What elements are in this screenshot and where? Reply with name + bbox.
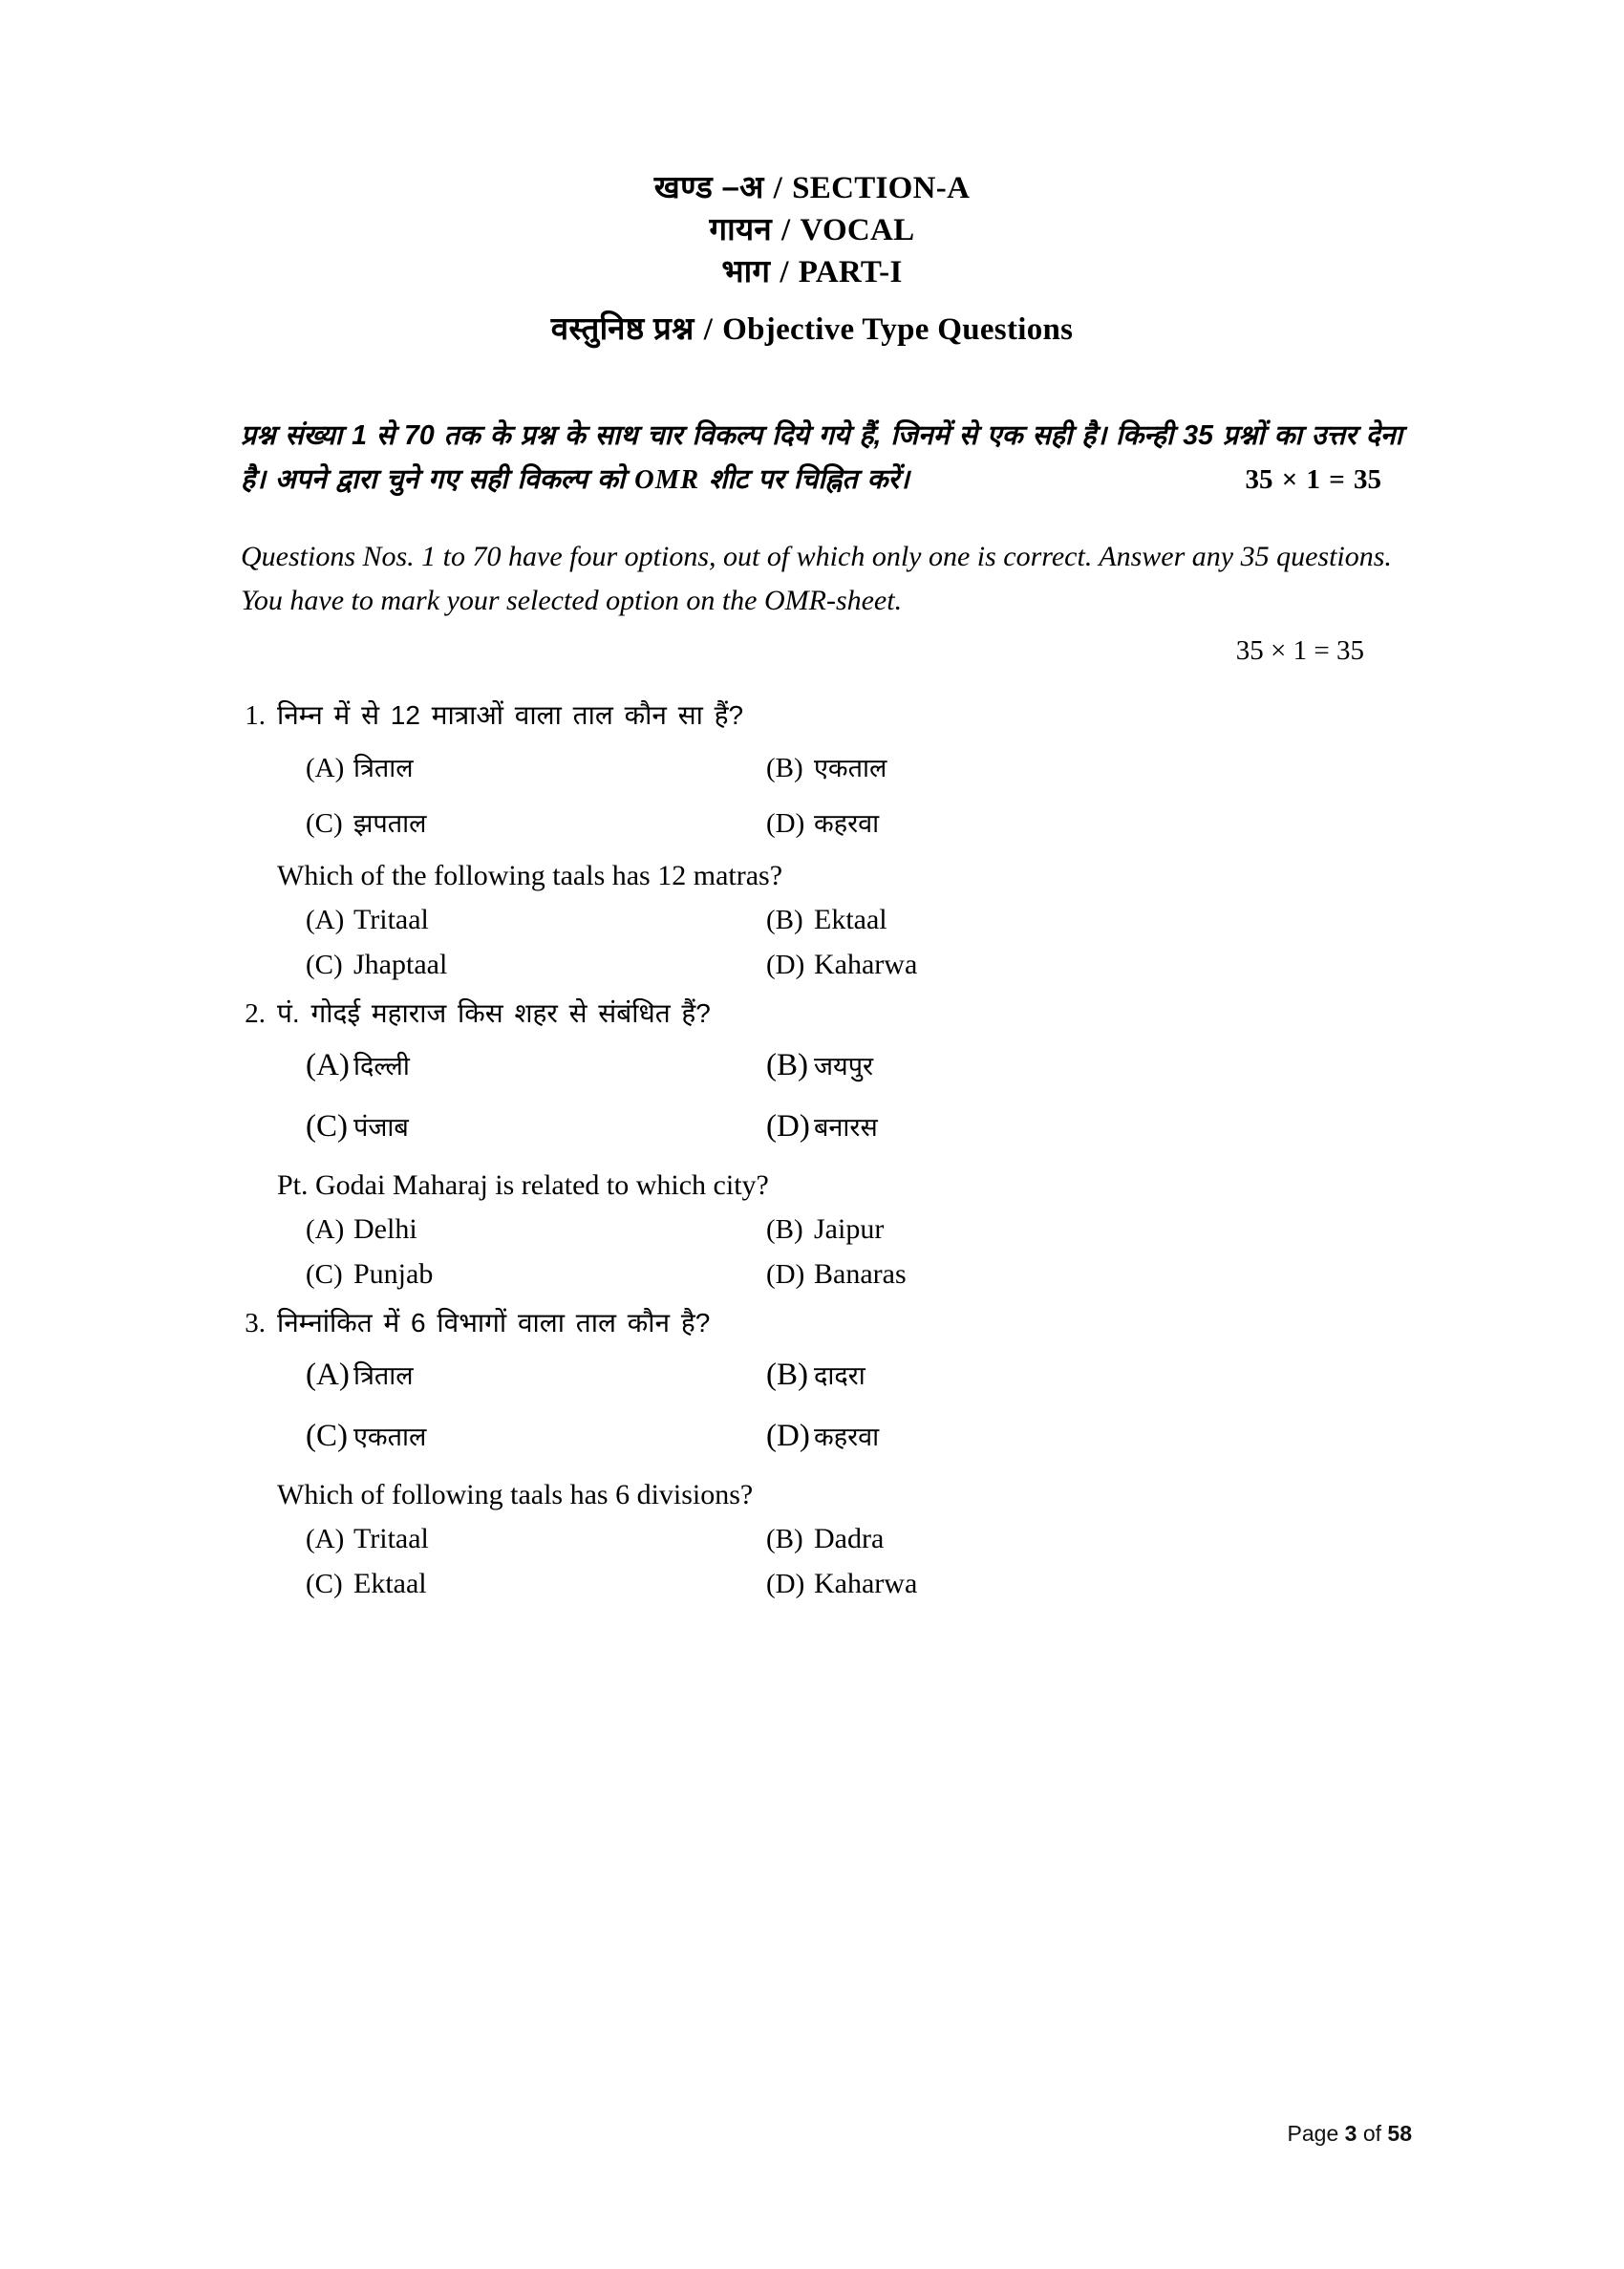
option-marker: (B): [766, 1358, 808, 1393]
option-label: Tritaal: [353, 903, 429, 935]
option-marker: (C): [306, 1108, 348, 1144]
instructions-hindi-text: प्रश्न संख्या 1 से 70 तक के प्रश्न के साथ चार विकल्प दिये गये हैं, जिनमें से एक सही है। किन्ही 35 प्रश्नों का उत्तर देना है। अपने द्वारा चुने गए सही विकल्प को: [241, 419, 1402, 495]
question-stem-english: Which of following taals has 6 divisions?: [277, 1479, 754, 1511]
instructions-english: Questions Nos. 1 to 70 have four options, out of which only one is correct. Answer any 35 questions. You have to mark your selected option on the OMR-sheet.: [241, 540, 1392, 617]
question-stem-hindi: पं. गोदई महाराज किस शहर से संबंधित हैं?: [277, 997, 711, 1028]
option-row: [277, 749, 1433, 784]
header-subject-english: VOCAL: [800, 212, 915, 247]
marks-hindi: 35 × 1 = 35: [1245, 463, 1381, 495]
question-number: 2.: [245, 997, 266, 1029]
header-questiontype-line: [0, 309, 1624, 351]
question-stem-hindi: निम्नांकित में 6 विभागों वाला ताल कौन है?: [277, 1307, 711, 1338]
instructions-block: [0, 414, 1624, 667]
footer-total-pages: 58: [1387, 2121, 1412, 2146]
option-marker: (D): [766, 807, 805, 839]
exam-paper-page: [0, 167, 1624, 2269]
option-row: [277, 949, 1433, 981]
option-marker: (B): [766, 1047, 808, 1082]
option-marker: (C): [306, 949, 343, 980]
option-label: Dadra: [814, 1523, 885, 1555]
option-marker: (A): [306, 1524, 345, 1555]
option-marker: (B): [766, 1213, 803, 1245]
option-marker: (A): [306, 904, 345, 935]
option-marker: (B): [766, 752, 803, 783]
option-marker: (D): [766, 949, 805, 980]
page-footer: [1288, 2121, 1412, 2147]
header-separator-icon: /: [773, 171, 783, 205]
option-row: [277, 1047, 1433, 1083]
question-number: 3.: [245, 1307, 266, 1338]
header-part-hindi: भाग: [721, 252, 771, 289]
option-marker: (A): [306, 1213, 345, 1245]
option-label: Ektaal: [814, 903, 887, 935]
option-c-english[interactable]: [277, 1258, 737, 1291]
option-marker: (D): [766, 1419, 810, 1454]
option-c-english[interactable]: [277, 949, 737, 981]
option-label: Kaharwa: [814, 948, 918, 980]
option-marker: (A): [306, 1047, 350, 1082]
option-row: [277, 1418, 1433, 1454]
option-row: [277, 1523, 1433, 1555]
option-marker: (B): [766, 904, 803, 935]
question-stem-hindi-wrap: [245, 994, 1433, 1034]
option-b-english[interactable]: [737, 1213, 1433, 1246]
header-separator-icon: /: [780, 254, 789, 289]
option-b[interactable]: [737, 1047, 1433, 1083]
header-part-english: PART-I: [798, 254, 903, 289]
option-d-english[interactable]: [737, 1258, 1433, 1291]
header-questiontype-hindi: वस्तुनिष्ठ प्रश्न: [550, 310, 694, 346]
option-label: Jaipur: [814, 1212, 885, 1245]
option-row: [277, 1357, 1433, 1393]
option-marker: (D): [766, 1569, 805, 1600]
option-a-english[interactable]: [277, 1213, 737, 1246]
option-marker: (D): [766, 1258, 805, 1290]
header-separator-icon: /: [703, 311, 714, 347]
option-b-english[interactable]: [737, 904, 1433, 936]
option-row: [277, 904, 1433, 936]
header-questiontype-english: Objective Type Questions: [722, 311, 1074, 347]
question-item: [245, 994, 1433, 1291]
header-section-line: [0, 167, 1624, 209]
option-marker: (C): [306, 1419, 348, 1454]
option-label: Punjab: [353, 1257, 434, 1290]
option-label: पंजाब: [353, 1112, 409, 1142]
option-marker: (C): [306, 1569, 343, 1600]
header-separator-icon: /: [781, 212, 791, 247]
option-d-english[interactable]: [737, 949, 1433, 981]
option-label: झपताल: [353, 808, 427, 838]
header-subject-hindi: गायन: [709, 210, 772, 246]
option-d[interactable]: [737, 1108, 1433, 1145]
option-label: दादरा: [814, 1361, 865, 1391]
option-d-english[interactable]: [737, 1568, 1433, 1600]
option-label: Banaras: [814, 1257, 907, 1290]
question-stem-hindi: निम्न में से 12 मात्राओं वाला ताल कौन सा हैं?: [277, 699, 744, 730]
option-c[interactable]: [277, 804, 737, 840]
option-a-english[interactable]: [277, 904, 737, 936]
option-row: [277, 1258, 1433, 1291]
option-a[interactable]: [277, 749, 737, 784]
footer-page-number: 3: [1344, 2121, 1357, 2146]
option-label: Delhi: [353, 1212, 417, 1245]
header-subject-line: [0, 209, 1624, 251]
question-number: 1.: [245, 699, 266, 731]
instructions-hindi: [241, 414, 1402, 503]
header-section-hindi: खण्ड –अ: [653, 169, 764, 204]
option-b-english[interactable]: [737, 1523, 1433, 1555]
option-label: Jhaptaal: [353, 948, 448, 980]
option-row: [277, 1568, 1433, 1600]
footer-prefix: Page: [1287, 2121, 1345, 2146]
option-a-english[interactable]: [277, 1523, 737, 1555]
option-marker: (C): [306, 807, 343, 839]
question-stem-hindi-wrap: [245, 696, 1433, 736]
option-label: त्रिताल: [353, 753, 414, 782]
question-stem-english: Pt. Godai Maharaj is related to which city?: [277, 1168, 769, 1201]
option-a[interactable]: [277, 1357, 737, 1393]
header-section-english: SECTION-A: [792, 171, 971, 205]
option-c[interactable]: [277, 1108, 737, 1145]
option-label: जयपुर: [814, 1051, 874, 1081]
marks-english: 35 × 1 = 35: [1235, 634, 1364, 666]
question-item: [245, 696, 1433, 981]
paper-header: [0, 167, 1624, 351]
instructions-hindi-tail: शीट पर चिह्नित करें।: [699, 463, 909, 495]
option-d[interactable]: [737, 804, 1433, 840]
option-c-english[interactable]: [277, 1568, 737, 1600]
header-part-line: [0, 251, 1624, 293]
option-label: बनारस: [814, 1112, 878, 1142]
option-marker: (A): [306, 1358, 350, 1393]
option-row: [277, 1108, 1433, 1145]
option-b[interactable]: [737, 1357, 1433, 1393]
option-label: Tritaal: [353, 1523, 429, 1555]
option-label: एकताल: [814, 753, 887, 782]
option-c[interactable]: [277, 1418, 737, 1454]
option-label: कहरवा: [814, 1423, 880, 1452]
option-row: [277, 1213, 1433, 1246]
question-item: [245, 1303, 1433, 1600]
option-label: Kaharwa: [814, 1568, 918, 1600]
option-marker: (D): [766, 1108, 810, 1144]
option-label: Ektaal: [353, 1568, 427, 1600]
option-label: दिल्ली: [353, 1051, 410, 1081]
question-stem-hindi-wrap: [245, 1303, 1433, 1343]
option-marker: (C): [306, 1258, 343, 1290]
option-d[interactable]: [737, 1418, 1433, 1454]
option-b[interactable]: [737, 749, 1433, 784]
questions-list: [0, 696, 1624, 1600]
option-label: त्रिताल: [353, 1361, 414, 1391]
question-stem-english: Which of the following taals has 12 matras?: [277, 859, 783, 891]
option-a[interactable]: [277, 1047, 737, 1083]
option-label: कहरवा: [814, 808, 880, 838]
option-label: एकताल: [353, 1423, 427, 1452]
option-marker: (A): [306, 752, 345, 783]
footer-middle: of: [1357, 2121, 1388, 2146]
instructions-hindi-omr: OMR: [634, 464, 700, 495]
option-marker: (B): [766, 1524, 803, 1555]
option-row: [277, 804, 1433, 840]
